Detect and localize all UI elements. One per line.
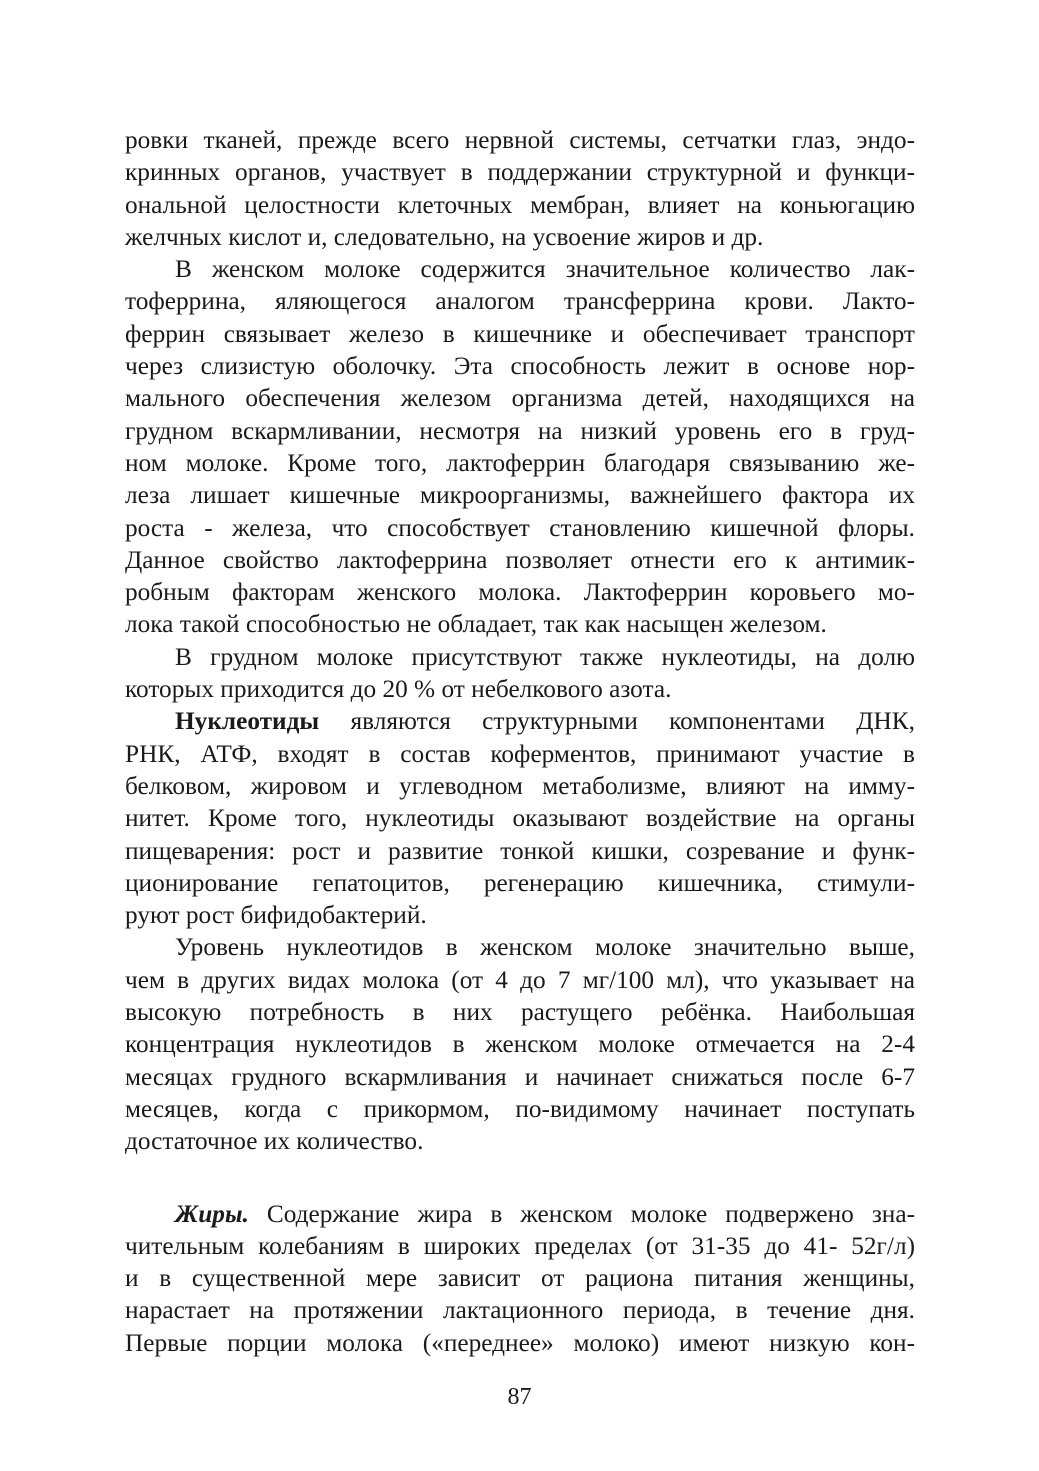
text-line: мального обеспечения железом организма детей, находящихся на xyxy=(125,384,915,413)
paragraph-6 xyxy=(125,1198,915,1359)
term-fats: Жиры. xyxy=(175,1199,249,1228)
text-line: концентрация нуклеотидов в женском молоке отмечается на 2-4 xyxy=(125,1030,915,1059)
paragraph-2 xyxy=(125,253,915,641)
text-line: Первые порции молока («переднее» молоко) имеют низкую кон- xyxy=(125,1328,915,1357)
text-line: феррин связывает железо в кишечнике и обеспечивает транспорт xyxy=(125,319,915,348)
text-line: и в существенной мере зависит от рациона питания женщины, xyxy=(125,1264,915,1293)
text-line: грудном вскармливании, несмотря на низкий уровень его в груд- xyxy=(125,416,915,445)
text-line: высокую потребность в них растущего ребёнка. Наибольшая xyxy=(125,998,915,1027)
text-line: чем в других видах молока (от 4 до 7 мг/100 мл), что указывает на xyxy=(125,965,915,994)
text-line: Уровень нуклеотидов в женском молоке значительно выше, xyxy=(175,933,915,962)
paragraph-4 xyxy=(125,705,915,931)
text-line: ональной целостности клеточных мембран, влияет на коньюгацию xyxy=(125,190,915,219)
text-line: пищеварения: рост и развитие тонкой кишки, созревание и функ- xyxy=(125,836,915,865)
paragraph-5 xyxy=(125,931,915,1157)
text-line: через слизистую оболочку. Эта способность лежит в основе нор- xyxy=(125,352,915,381)
text-line: леза лишает кишечные микроорганизмы, важнейшего фактора их xyxy=(125,481,915,510)
text-line: лока такой способностью не обладает, так как насыщен железом. xyxy=(125,610,827,639)
text-line: нарастает на протяжении лактационного периода, в течение дня. xyxy=(125,1296,915,1325)
text-line: ционирование гепатоцитов, регенерацию кишечника, стимули- xyxy=(125,868,915,897)
text-run: являются структурными компонентами ДНК, xyxy=(319,707,915,736)
text-line: желчных кислот и, следовательно, на усвоение жиров и др. xyxy=(125,222,764,251)
paragraph-1 xyxy=(125,124,915,253)
text-line: которых приходится до 20 % от небелкового азота. xyxy=(125,675,672,704)
text-line xyxy=(125,705,915,737)
text-line: чительным колебаниям в широких пределах (от 31-35 до 41- 52г/л) xyxy=(125,1231,915,1260)
text-line: Данное свойство лактоферрина позволяет отнести его к антимик- xyxy=(125,545,915,574)
term-nucleotides: Нуклеотиды xyxy=(175,707,320,736)
text-line: кринных органов, участвует в поддержании структурной и функци- xyxy=(125,158,915,187)
text-line: достаточное их количество. xyxy=(125,1127,424,1156)
text-line: ровки тканей, прежде всего нервной системы, сетчатки глаз, эндо- xyxy=(125,126,915,154)
section-gap xyxy=(125,1158,915,1198)
text-line: В грудном молоке присутствуют также нуклеотиды, на долю xyxy=(175,642,915,671)
text-line xyxy=(125,1198,915,1230)
text-line: РНК, АТФ, входят в состав коферментов, принимают участие в xyxy=(125,739,915,768)
text-line: месяцах грудного вскармливания и начинает снижаться после 6-7 xyxy=(125,1062,915,1091)
paragraph-3 xyxy=(125,641,915,706)
page-number: 87 xyxy=(507,1384,532,1410)
body-text xyxy=(125,124,915,1359)
text-line: роста - железа, что способствует становлению кишечной флоры. xyxy=(125,513,915,542)
text-line: руют рост бифидобактерий. xyxy=(125,901,427,930)
text-line: месяцев, когда с прикормом, по-видимому начинает поступать xyxy=(125,1094,915,1123)
text-line: белковом, жировом и углеводном метаболизме, влияют на имму- xyxy=(125,771,915,800)
text-line: В женском молоке содержится значительное количество лак- xyxy=(175,255,915,284)
text-line: тоферрина, яляющегося аналогом трансферрина крови. Лакто- xyxy=(125,287,915,316)
text-line: ном молоке. Кроме того, лактоферрин благодаря связыванию же- xyxy=(125,448,915,477)
text-line: нитет. Кроме того, нуклеотиды оказывают воздействие на органы xyxy=(125,804,915,833)
text-run: Содержание жира в женском молоке подвержено зна- xyxy=(248,1199,915,1228)
text-line: робным факторам женского молока. Лактоферрин коровьего мо- xyxy=(125,578,915,607)
